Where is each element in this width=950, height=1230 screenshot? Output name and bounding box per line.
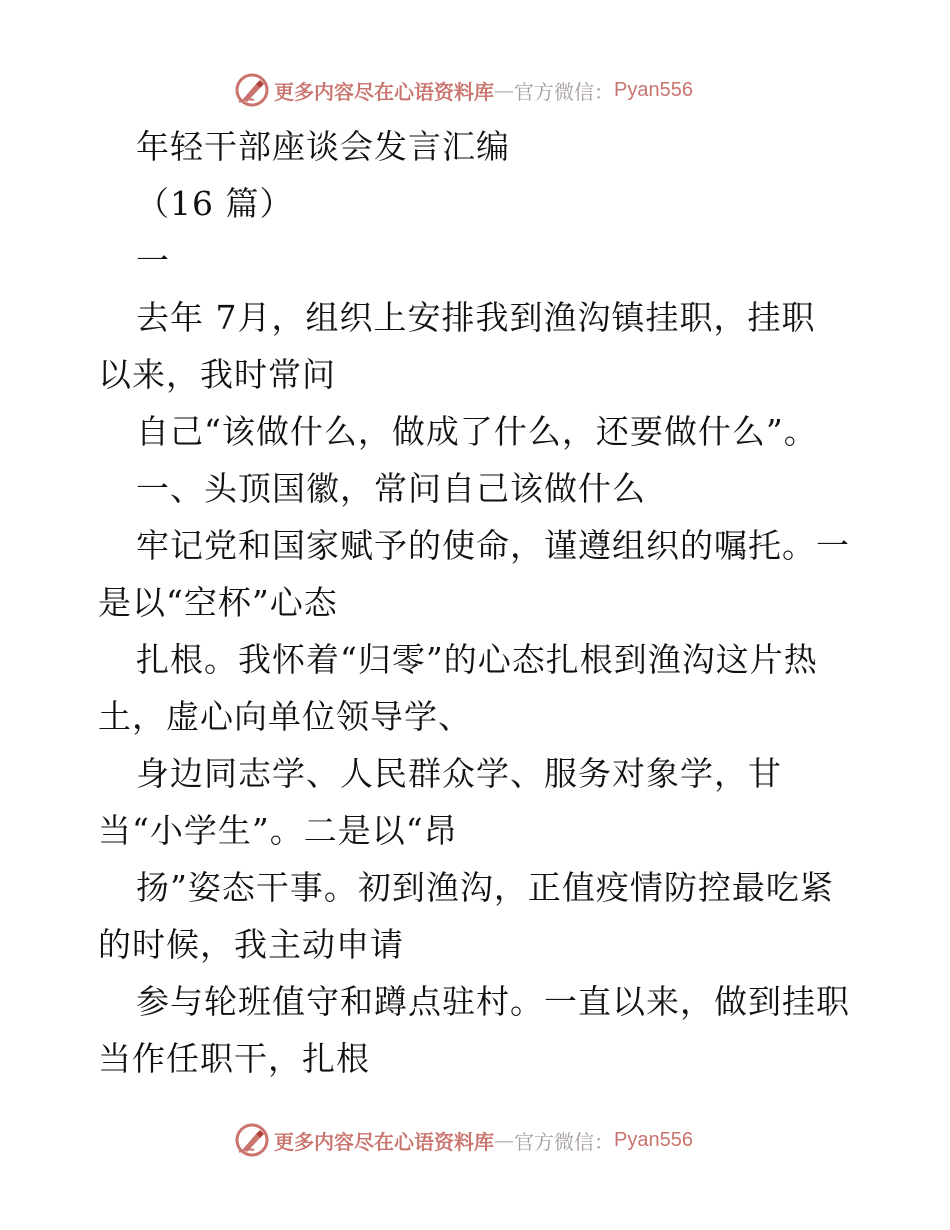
text-line: 土，虚心向单位领导学、 xyxy=(98,697,472,736)
header-banner xyxy=(234,70,693,110)
text-line: 当作任职干，扎根 xyxy=(98,1039,370,1078)
banner-wechat-label: 官方微信： xyxy=(514,1129,614,1154)
text-line: 的时候，我主动申请 xyxy=(98,925,404,964)
banner-wechat-id: Pyan556 xyxy=(614,78,693,101)
banner-text: 更多内容尽在心语资料库 xyxy=(274,79,494,104)
text-line: 去年 7月，组织上安排我到渔沟镇挂职，挂职 xyxy=(136,298,816,337)
text-line: 以来，我时常问 xyxy=(98,355,336,394)
banner-wechat-label: 官方微信： xyxy=(514,79,614,104)
text-line: 扬”姿态干事。初到渔沟，正值疫情防控最吃紧 xyxy=(136,868,834,907)
footer-banner xyxy=(234,1120,693,1160)
pen-logo-icon xyxy=(234,1122,270,1158)
document-subtitle: （16 篇） xyxy=(136,184,294,223)
text-line: 参与轮班值守和蹲点驻村。一直以来，做到挂职 xyxy=(136,982,850,1021)
document-body xyxy=(98,118,856,1087)
text-line: 当“小学生”。二是以“昂 xyxy=(98,811,458,850)
text-line: 牢记党和国家赋予的使命，谨遵组织的嘱托。一 xyxy=(136,526,850,565)
text-line: 扎根。我怀着“归零”的心态扎根到渔沟这片热 xyxy=(136,640,818,679)
section-number: 一 xyxy=(136,241,170,280)
text-line: 是以“空杯”心态 xyxy=(98,583,338,622)
banner-separator: — xyxy=(494,1128,514,1152)
text-line: 身边同志学、人民群众学、服务对象学，甘 xyxy=(136,754,782,793)
banner-wechat-id: Pyan556 xyxy=(614,1128,693,1151)
banner-separator: — xyxy=(494,78,514,102)
text-line: 一、头顶国徽，常问自己该做什么 xyxy=(136,469,646,508)
banner-text: 更多内容尽在心语资料库 xyxy=(274,1129,494,1154)
pen-logo-icon xyxy=(234,72,270,108)
paragraph-lines xyxy=(98,289,856,1087)
document-title: 年轻干部座谈会发言汇编 xyxy=(136,127,510,166)
text-line: 自己“该做什么，做成了什么，还要做什么”。 xyxy=(136,412,818,451)
